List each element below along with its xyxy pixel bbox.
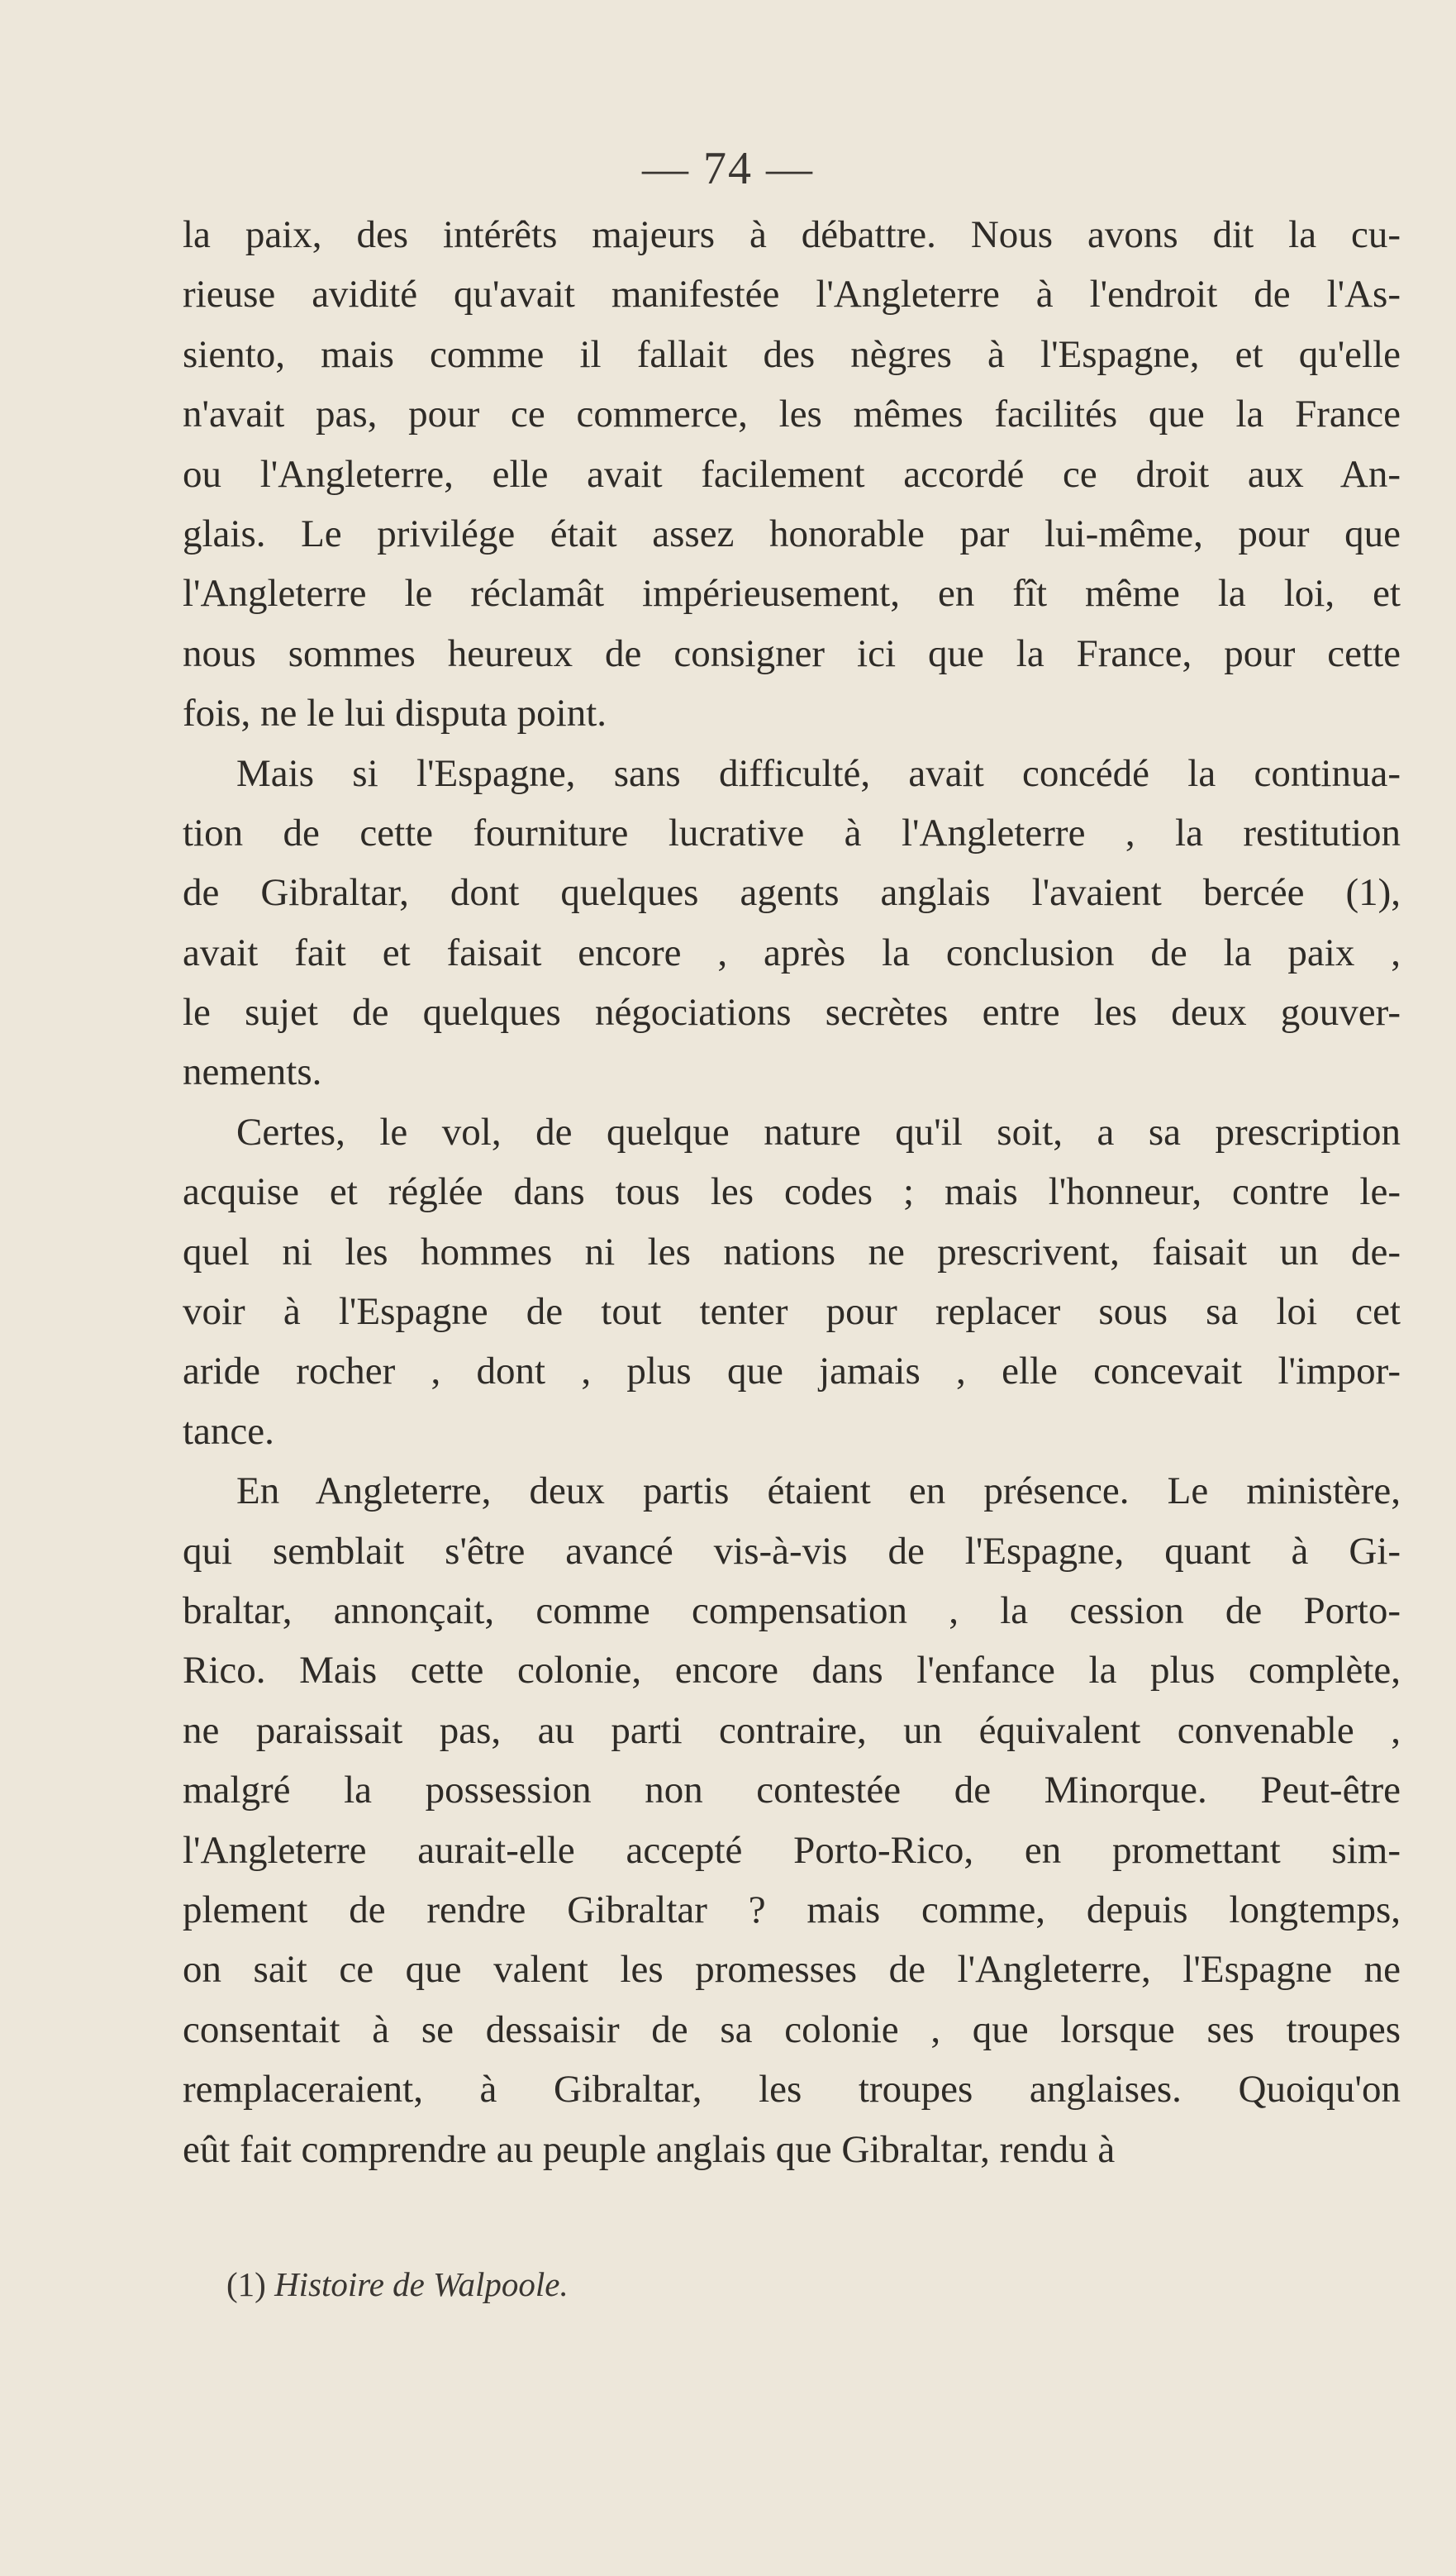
text-line: braltar, annonçait, comme compensation , la cession de Porto- (183, 1588, 1401, 1632)
text-line: tion de cette fourniture lucrative à l'Angleterre , la restitution (183, 811, 1401, 855)
text-line: on sait ce que valent les promesses de l'Angleterre, l'Espagne ne (183, 1948, 1401, 1992)
text-line: nements. (183, 1050, 322, 1094)
text-line: tance. (183, 1409, 274, 1453)
text-line: voir à l'Espagne de tout tenter pour replacer sous sa loi cet (183, 1290, 1401, 1334)
body-text (183, 205, 1401, 2179)
text-line: aride rocher , dont , plus que jamais , elle concevait l'impor- (183, 1350, 1401, 1393)
text-line: qui semblait s'être avancé vis-à-vis de l'Espagne, quant à Gi- (183, 1529, 1401, 1573)
text-line: le sujet de quelques négociations secrètes entre les deux gouver- (183, 991, 1401, 1035)
paragraph (183, 1461, 1401, 2179)
text-line: glais. Le privilége était assez honorable par lui-même, pour que (183, 512, 1401, 555)
text-line: nous sommes heureux de consigner ici que la France, pour cette (183, 631, 1401, 675)
footnote-marker: (1) (226, 2265, 266, 2303)
paragraph (183, 744, 1401, 1102)
text-line: ou l'Angleterre, elle avait facilement accordé ce droit aux An- (183, 452, 1401, 496)
text-line: n'avait pas, pour ce commerce, les mêmes facilités que la France (183, 393, 1401, 436)
text-line: la paix, des intérêts majeurs à débattre. Nous avons dit la cu- (183, 213, 1401, 256)
footnote-title: Histoire de Walpoole. (274, 2265, 569, 2303)
text-line: quel ni les hommes ni les nations ne prescrivent, faisait un de- (183, 1230, 1401, 1274)
text-line: eût fait comprendre au peuple anglais que Gibraltar, rendu à (183, 2127, 1116, 2171)
text-line: plement de rendre Gibraltar ? mais comme, depuis longtemps, (183, 1888, 1401, 1931)
text-line: fois, ne le lui disputa point. (183, 692, 607, 736)
text-line: malgré la possession non contestée de Minorque. Peut-être (183, 1769, 1401, 1812)
footnote (226, 2261, 569, 2307)
text-line: Rico. Mais cette colonie, encore dans l'enfance la plus complète, (183, 1649, 1401, 1693)
text-line: rieuse avidité qu'avait manifestée l'Angleterre à l'endroit de l'As- (183, 273, 1401, 317)
text-line: Mais si l'Espagne, sans difficulté, avait concédé la continua- (236, 751, 1401, 795)
text-line: avait fait et faisait encore , après la conclusion de la paix , (183, 931, 1401, 974)
text-line: remplaceraient, à Gibraltar, les troupes anglaises. Quoiqu'on (183, 2068, 1401, 2112)
text-line: acquise et réglée dans tous les codes ; mais l'honneur, contre le- (183, 1170, 1401, 1214)
text-line: l'Angleterre le réclamât impérieusement, en fît même la loi, et (183, 572, 1401, 616)
text-line: Certes, le vol, de quelque nature qu'il soit, a sa prescription (236, 1110, 1401, 1154)
text-line: ne paraissait pas, au parti contraire, un équivalent convenable , (183, 1708, 1401, 1752)
paragraph (183, 1102, 1401, 1461)
text-line: de Gibraltar, dont quelques agents anglais l'avaient bercée (1), (183, 871, 1401, 915)
paragraph (183, 205, 1401, 744)
text-line: l'Angleterre aurait-elle accepté Porto-Rico, en promettant sim- (183, 1828, 1401, 1872)
text-line: En Angleterre, deux partis étaient en présence. Le ministère, (236, 1469, 1401, 1513)
text-line: siento, mais comme il fallait des nègres à l'Espagne, et qu'elle (183, 332, 1401, 376)
text-line: consentait à se dessaisir de sa colonie , que lorsque ses troupes (183, 2007, 1401, 2051)
page-number: — 74 — (642, 143, 814, 194)
